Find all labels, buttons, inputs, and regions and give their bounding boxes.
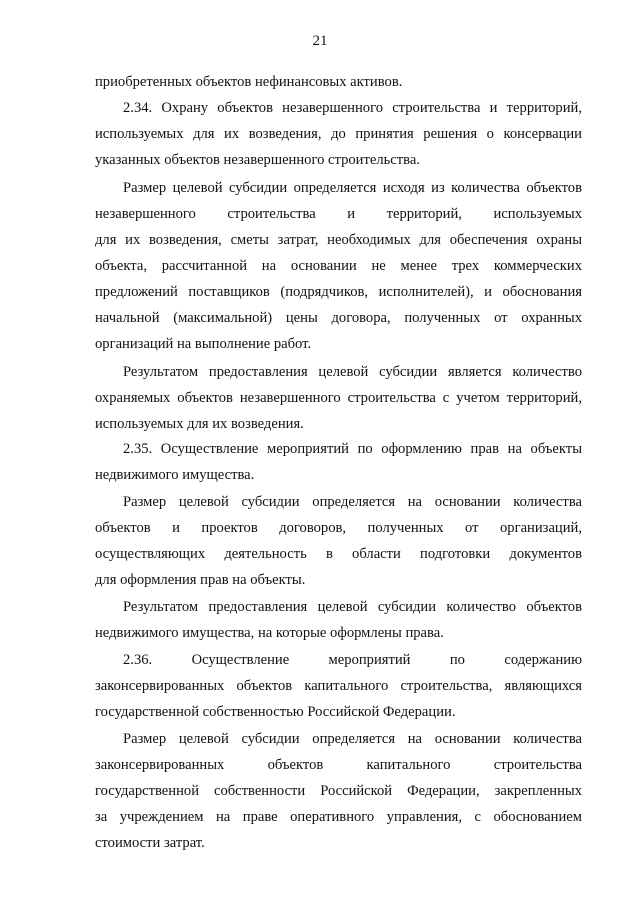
text-line: для оформления прав на объекты. xyxy=(95,572,306,588)
text-line: Размер целевой субсидии определяется на основании количества xyxy=(123,494,582,510)
text-line: Размер целевой субсидии определяется исходя из количества объектов xyxy=(123,180,582,196)
text-line: охраняемых объектов незавершенного строительства с учетом территорий, xyxy=(95,390,582,406)
text-line: используемых для их возведения, до принятия решения о консервации xyxy=(95,126,582,142)
text-line: 2.34. Охрану объектов незавершенного строительства и территорий, xyxy=(123,100,582,116)
text-line: недвижимого имущества. xyxy=(95,467,255,483)
text-line: организаций на выполнение работ. xyxy=(95,336,312,352)
page-number: 21 xyxy=(312,33,328,49)
text-line: государственной собственностью Российской Федерации. xyxy=(95,704,456,720)
text-line: для их возведения, сметы затрат, необходимых для обеспечения охраны xyxy=(95,232,582,248)
text-line: 2.36. Осуществление мероприятий по содержанию xyxy=(123,652,582,668)
text-line: государственной собственности Российской Федерации, закрепленных xyxy=(95,783,582,799)
text-line: используемых для их возведения. xyxy=(95,416,304,432)
text-line: приобретенных объектов нефинансовых активов. xyxy=(95,74,403,90)
text-line: осуществляющих деятельность в области подготовки документов xyxy=(95,546,582,562)
text-line: стоимости затрат. xyxy=(95,835,205,851)
text-line: указанных объектов незавершенного строительства. xyxy=(95,152,420,168)
text-line: законсервированных объектов капитального строительства, являющихся xyxy=(95,678,582,694)
text-line: объекта, рассчитанной на основании не менее трех коммерческих xyxy=(95,258,582,274)
text-line: за учреждением на праве оперативного управления, с обоснованием xyxy=(95,809,582,825)
text-line: предложений поставщиков (подрядчиков, исполнителей), и обоснования xyxy=(95,284,582,300)
text-line: законсервированных объектов капитального строительства xyxy=(95,757,582,773)
text-line: Результатом предоставления целевой субсидии является количество xyxy=(123,364,582,380)
text-line: Результатом предоставления целевой субсидии количество объектов xyxy=(123,599,582,615)
text-line: недвижимого имущества, на которые оформлены права. xyxy=(95,625,444,641)
text-line: объектов и проектов договоров, полученных от организаций, xyxy=(95,520,582,536)
text-line: 2.35. Осуществление мероприятий по оформлению прав на объекты xyxy=(123,441,582,457)
text-line: незавершенного строительства и территорий, используемых xyxy=(95,206,582,222)
text-line: Размер целевой субсидии определяется на основании количества xyxy=(123,731,582,747)
text-line: начальной (максимальной) цены договора, полученных от охранных xyxy=(95,310,582,326)
